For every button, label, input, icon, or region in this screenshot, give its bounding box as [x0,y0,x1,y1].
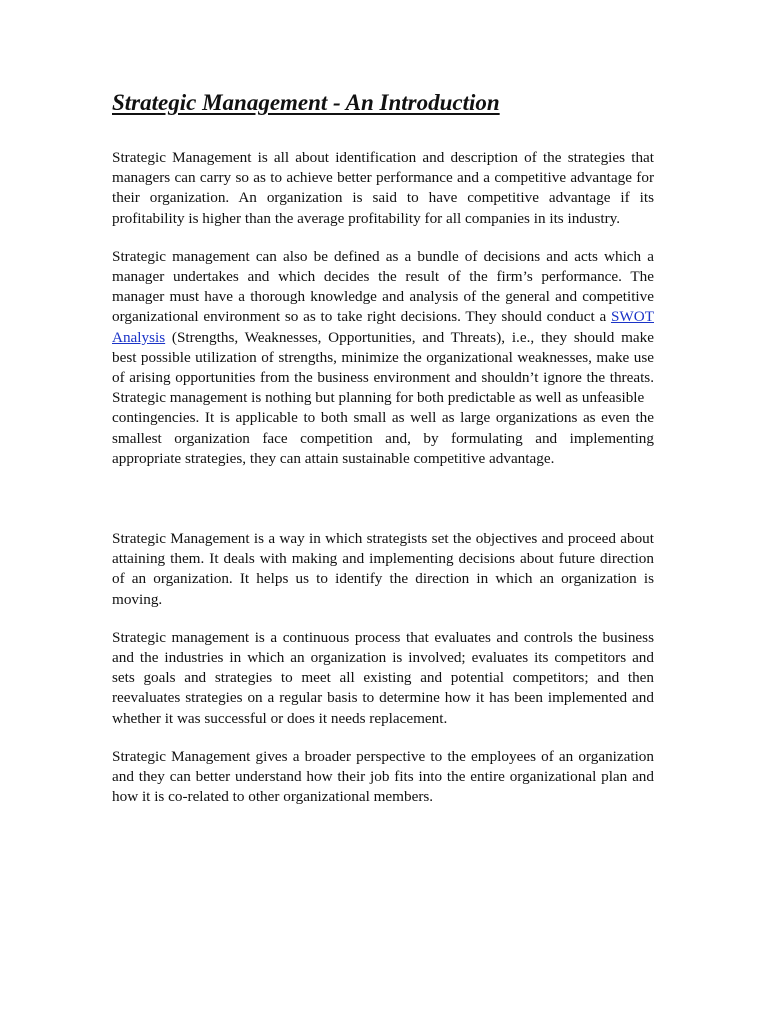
swot-analysis-link[interactable]: SWOT Analysis [112,308,654,346]
paragraph-2-text-start: Strategic management can also be defined as a bundle of decisions and acts which a manager undertakes and which decides the result of the firm’s performance. The manager must have a thorough knowledge and analysis of the general and competitive organizational environment so as to take right decisions. They should conduct a [112,247,654,326]
paragraph-4: Strategic Management is a way in which strategists set the objectives and proceed about attaining them. It deals with making and implementing decisions about future direction of an organization. It helps us to identify the direction in which an organization is moving. [112,530,654,608]
document-title: Strategic Management - An Introduction [112,90,500,115]
document-page [112,88,654,825]
paragraph-6: Strategic Management gives a broader perspective to the employees of an organization and they can better understand how their job fits into the entire organizational plan and how it is co-related to other organizational members. [112,747,654,806]
paragraph-3: contingencies. It is applicable to both small as well as large organizations as even the smallest organization face competition and, by formulating and implementing appropriate strategies, they can attain sustainable competitive advantage. [112,409,654,467]
paragraph-5: Strategic management is a continuous process that evaluates and controls the business and the industries in which an organization is involved; evaluates its competitors and sets goals and strategies to meet all existing and potential competitors; and then reevaluates strategies on a regular basis to determine how it has been implemented and whether it was successful or does it needs replacement. [112,628,654,727]
paragraph-2 [112,247,654,409]
paragraph-2-text-end: (Strengths, Weaknesses, Opportunities, and Threats), i.e., they should make best possible utilization of strengths, minimize the organizational weaknesses, make use of arising opportunities from the business environment and shouldn’t ignore the threats. Strategic management is nothing but planning for both predictable as well as unfeasible [112,328,654,407]
paragraph-1: Strategic Management is all about identification and description of the strategies that managers can carry so as to achieve better performance and a competitive advantage for their organization. An organization is said to have competitive advantage if its profitability is higher than the average profitability for all companies in its industry. [112,149,654,227]
blank-space [112,469,654,529]
